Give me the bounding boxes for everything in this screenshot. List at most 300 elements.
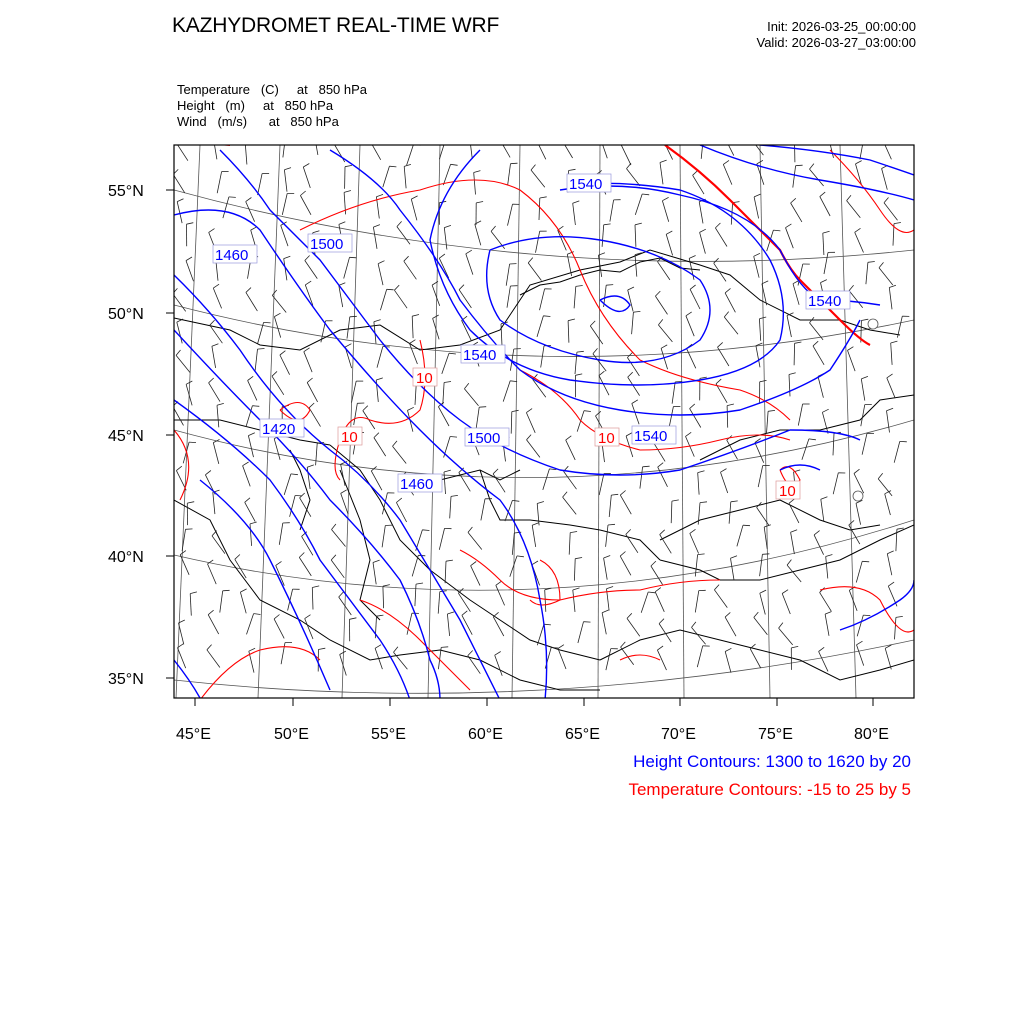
wind-barb <box>895 617 896 639</box>
wind-barb-flag <box>300 191 305 196</box>
wind-barb <box>690 289 700 309</box>
wind-barb <box>793 284 799 305</box>
wind-barb <box>793 166 796 188</box>
wind-barb-flag <box>394 647 398 652</box>
wind-barb-flag <box>700 377 707 378</box>
height-label-1540: 1540 <box>634 428 668 445</box>
wind-barb <box>755 443 764 463</box>
wind-barb-flag <box>809 439 816 440</box>
wind-barb <box>248 381 257 401</box>
lat-label-35n: 35°N <box>108 671 144 688</box>
wind-barb-flag <box>593 348 598 353</box>
wind-barb-flag <box>493 612 498 617</box>
field-temperature: Temperature (C) at 850 hPa <box>177 82 368 97</box>
wind-barb <box>727 440 738 459</box>
wind-barb <box>470 137 473 159</box>
wind-barb <box>725 652 731 673</box>
wind-barb-flag <box>449 353 456 354</box>
wind-barb <box>791 203 802 222</box>
wind-barb-flag <box>632 400 638 404</box>
wind-barb <box>891 343 892 365</box>
wind-barb <box>531 170 545 187</box>
wind-barb <box>475 224 481 245</box>
wind-barb-flag <box>284 256 291 258</box>
init-time: Init: 2026-03-25_00:00:00 <box>767 19 916 34</box>
wind-barb-flag <box>540 197 547 198</box>
wind-barb <box>540 289 545 310</box>
wind-barb <box>810 169 824 186</box>
wind-barb-flag <box>642 194 649 195</box>
wind-barb <box>794 343 795 365</box>
wind-barb <box>756 346 760 368</box>
wind-barb-flag <box>474 171 481 173</box>
wind-barb <box>282 194 287 215</box>
wind-barb-flag <box>651 561 656 566</box>
height-label-1540: 1540 <box>808 293 842 310</box>
wind-barb-flag <box>813 341 818 346</box>
wind-barb <box>810 323 824 340</box>
wind-barb <box>849 525 860 544</box>
wind-barb-flag <box>422 530 429 531</box>
wind-barb-flag <box>825 612 832 615</box>
wind-barb-flag <box>768 410 775 411</box>
wind-barb-flag <box>627 163 632 168</box>
wind-barb-flag <box>493 469 498 474</box>
wind-barb <box>602 225 604 247</box>
wind-barb-flag <box>690 285 696 289</box>
wind-barb-flag <box>810 164 814 170</box>
wind-barb-flag <box>377 615 384 616</box>
temp-label-10: 10 <box>416 370 433 387</box>
wind-barb <box>758 466 763 488</box>
wind-barb-flag <box>626 529 631 534</box>
wind-barb-flag <box>451 495 458 496</box>
wind-barb <box>527 440 540 458</box>
wind-barb-flag <box>532 523 539 526</box>
wind-barb <box>635 255 637 277</box>
wind-barb-flag <box>561 134 566 139</box>
wind-barb <box>207 650 220 668</box>
wind-barb <box>718 347 729 366</box>
wind-barb-flag <box>854 469 860 473</box>
wind-barb <box>212 536 225 554</box>
wind-barb <box>274 619 284 639</box>
wind-barb <box>754 256 759 277</box>
wind-barb-flag <box>345 344 351 347</box>
wind-barb <box>760 554 763 576</box>
wind-barb <box>411 199 417 220</box>
wind-barb <box>493 617 504 636</box>
wind-barb <box>574 286 576 308</box>
wind-barb-flag <box>608 524 615 525</box>
wind-barb-flag <box>700 502 707 503</box>
wind-barb-flag <box>187 502 194 503</box>
wind-barb-flag <box>897 528 904 529</box>
wind-barb <box>750 649 761 668</box>
wind-barb <box>599 376 609 396</box>
wind-barb <box>887 378 895 398</box>
wind-barb <box>274 439 280 460</box>
wind-barb <box>299 557 311 576</box>
wind-barb <box>245 143 247 165</box>
wind-barb-flag <box>693 171 698 176</box>
wind-barb-flag <box>393 441 398 446</box>
wind-barb-flag <box>299 553 304 558</box>
wind-barb <box>536 140 546 160</box>
wind-barb <box>474 173 476 195</box>
temp-label-10: 10 <box>779 483 796 500</box>
wind-barb <box>627 618 640 636</box>
wind-barb-flag <box>249 648 255 651</box>
height-label-1540: 1540 <box>463 347 497 364</box>
wind-barb-flag <box>291 474 298 475</box>
wind-barb <box>887 411 890 433</box>
wind-barb-flag <box>190 592 197 594</box>
wind-barb <box>499 138 510 157</box>
wind-barb <box>847 201 861 218</box>
wind-barb <box>495 655 503 676</box>
wind-barb <box>528 263 541 281</box>
wind-barb-flag <box>714 258 719 263</box>
wind-barb-flag <box>658 319 662 325</box>
wind-barb <box>860 138 864 160</box>
wind-barb-flag <box>894 223 901 224</box>
wind-barb-flag <box>855 228 861 232</box>
wind-barb <box>894 441 900 462</box>
wind-barb <box>885 494 891 515</box>
wind-barb <box>303 167 310 188</box>
wind-barb <box>731 558 735 580</box>
wind-barb-flag <box>189 442 196 443</box>
wind-barb-flag <box>887 408 894 410</box>
wind-barb <box>332 530 346 547</box>
wind-barb-flag <box>715 223 720 228</box>
wind-barb <box>862 433 867 454</box>
wind-barb-flag <box>686 312 692 316</box>
wind-barb-flag <box>180 551 186 555</box>
wind-barb <box>610 200 614 222</box>
wind-barb-flag <box>229 197 236 198</box>
lat-label-55n: 55°N <box>108 183 144 200</box>
wind-barb <box>250 524 252 546</box>
wind-barb <box>606 649 611 671</box>
wind-barb-flag <box>620 491 625 496</box>
wind-barb <box>213 288 221 308</box>
wind-barb-flag <box>404 164 411 166</box>
wind-barb <box>373 227 377 249</box>
wind-barb <box>209 383 220 402</box>
wind-barb <box>312 588 313 610</box>
temp-label-10: 10 <box>341 429 358 446</box>
wind-barb <box>849 291 863 308</box>
wind-barb-flag <box>305 256 310 261</box>
wind-barb <box>508 204 513 225</box>
wind-barb-flag <box>847 195 851 200</box>
wind-barb <box>537 504 539 526</box>
wind-barb-flag <box>584 411 591 412</box>
wind-barb <box>754 617 768 634</box>
wind-barb-flag <box>731 501 738 502</box>
wind-barb <box>272 376 284 395</box>
wind-barb-flag <box>814 531 820 535</box>
wind-barb <box>255 349 257 371</box>
wind-barb <box>721 472 728 493</box>
wind-barb-flag <box>686 432 692 436</box>
wind-barb-flag <box>258 349 265 350</box>
wind-barb-flag <box>209 229 215 233</box>
wind-barb <box>503 381 510 402</box>
wind-barb <box>213 138 217 160</box>
wind-barb <box>737 525 743 546</box>
wind-barb <box>821 499 824 521</box>
wind-barb-flag <box>447 612 454 614</box>
wind-barb <box>173 294 186 312</box>
wind-barb-flag <box>416 583 423 584</box>
wind-barb-flag <box>470 135 477 137</box>
wind-barb <box>889 288 892 310</box>
height-label-1540: 1540 <box>569 176 603 193</box>
wind-barb <box>599 474 604 496</box>
wind-barb-flag <box>468 651 473 656</box>
lon-label-60e: 60°E <box>468 726 503 743</box>
wind-barb-flag <box>604 556 611 559</box>
wind-barb-flag <box>887 551 893 554</box>
wind-barb-flag <box>896 616 903 617</box>
wind-barb <box>786 228 794 249</box>
wind-barb <box>573 203 576 225</box>
wind-barb <box>699 202 703 224</box>
wind-barb <box>284 170 287 192</box>
wind-barb <box>300 196 311 215</box>
wind-barb-flag <box>718 342 723 347</box>
wind-barb <box>822 412 828 433</box>
wind-barb-flag <box>217 403 224 405</box>
wind-barb <box>727 406 728 428</box>
wind-barb <box>882 139 891 159</box>
wind-barb <box>314 133 318 155</box>
lat-label-45n: 45°N <box>108 428 144 445</box>
wind-barb-flag <box>312 586 319 588</box>
wind-barb-flag <box>264 322 271 323</box>
wind-barb-flag <box>537 502 544 504</box>
wind-barb-flag <box>590 321 595 326</box>
wind-barb-flag <box>819 647 825 651</box>
wind-barb <box>698 503 700 525</box>
wind-barb <box>380 289 386 310</box>
wind-barb-flag <box>243 462 249 466</box>
wind-barb-flag <box>698 471 705 473</box>
wind-barb <box>212 346 216 368</box>
wind-barb-flag <box>450 437 457 438</box>
wind-barb-flag <box>254 614 261 615</box>
height-label-1500: 1500 <box>310 236 344 253</box>
wind-barb <box>640 467 643 489</box>
wind-barb-flag <box>408 407 414 410</box>
wind-barb-flag <box>213 135 220 138</box>
wind-barb-flag <box>397 221 402 226</box>
wind-barb <box>248 436 253 458</box>
wind-barb-flag <box>762 554 769 555</box>
wind-barb <box>382 526 385 548</box>
wind-barb <box>543 469 550 490</box>
wind-barb-flag <box>658 463 664 467</box>
wind-barb-flag <box>479 407 486 408</box>
wind-barb-flag <box>339 222 345 225</box>
wind-barb <box>724 317 738 334</box>
wind-barb <box>779 628 793 645</box>
wind-barb <box>407 144 414 165</box>
wind-barb <box>566 440 576 460</box>
wind-barb-flag <box>412 315 419 317</box>
wind-barb <box>620 495 631 514</box>
wind-barb-flag <box>882 135 888 139</box>
wind-barb-flag <box>186 381 192 384</box>
wind-barb <box>690 409 701 428</box>
wind-barb-flag <box>544 624 551 625</box>
wind-barb-flag <box>575 558 582 559</box>
wind-barb <box>760 593 766 614</box>
wind-barb <box>284 474 291 495</box>
wind-barb-flag <box>208 610 213 615</box>
wind-barb <box>657 650 666 670</box>
wind-barb <box>281 643 285 665</box>
wind-barb <box>620 556 631 575</box>
wind-barb <box>412 555 418 576</box>
wind-barb-flag <box>635 223 642 225</box>
wind-barb <box>879 268 893 285</box>
wind-barb <box>854 474 864 494</box>
lon-label-65e: 65°E <box>565 726 600 743</box>
wind-barb-flag <box>332 524 336 530</box>
wind-barb <box>290 496 296 517</box>
wind-barb <box>217 172 221 194</box>
wind-barb-flag <box>621 642 626 647</box>
wind-barb <box>690 533 699 553</box>
wind-barb-flag <box>404 256 409 261</box>
wind-barb-flag <box>209 378 214 383</box>
wind-barb-flag <box>446 138 453 139</box>
wind-barb-flag <box>464 383 468 389</box>
wind-barb <box>882 169 888 190</box>
wind-barb <box>861 379 865 401</box>
wind-barb-flag <box>350 618 357 620</box>
wind-barb-flag <box>569 169 576 170</box>
lat-label-40n: 40°N <box>108 549 144 566</box>
wind-barb-flag <box>731 556 738 559</box>
wind-barb-flag <box>662 197 668 200</box>
wind-barb <box>394 290 407 308</box>
wind-barb <box>833 473 838 494</box>
wind-barb <box>537 316 543 337</box>
wind-barb <box>820 197 830 216</box>
wind-barb-flag <box>861 376 868 379</box>
wind-barb <box>855 232 864 252</box>
wind-barb <box>823 233 824 255</box>
wind-barb-flag <box>240 589 246 592</box>
wind-barb-flag <box>248 376 254 380</box>
wind-barb-flag <box>309 403 314 408</box>
wind-barb-flag <box>888 582 894 586</box>
wind-barb-flag <box>599 371 604 375</box>
wind-barb-flag <box>363 406 368 411</box>
wind-barb-flag <box>743 525 750 526</box>
wind-barb-flag <box>512 410 519 411</box>
wind-barb <box>672 382 675 404</box>
wind-barb <box>655 592 664 612</box>
wind-barb <box>444 228 447 250</box>
wind-barb-flag <box>433 315 439 318</box>
wind-barb <box>602 613 606 635</box>
wind-barb <box>404 261 417 279</box>
wind-barb-flag <box>600 134 606 138</box>
wind-barb-flag <box>703 136 710 137</box>
lon-label-45e: 45°E <box>176 726 211 743</box>
wind-barb-flag <box>235 555 240 560</box>
wind-barb <box>511 412 512 434</box>
wind-barb <box>396 503 406 523</box>
wind-barb <box>190 594 191 616</box>
station-marker <box>868 319 878 329</box>
wind-barb <box>476 407 479 429</box>
wind-barb <box>887 554 892 576</box>
wind-barb-flag <box>795 342 802 343</box>
wind-barb-flag <box>889 285 896 287</box>
wind-barb-flag <box>186 257 192 261</box>
wind-barb <box>347 317 350 339</box>
wind-barb <box>787 316 791 338</box>
wind-barb-flag <box>607 587 614 589</box>
wind-barb-flag <box>345 165 352 166</box>
wind-barb-flag <box>789 373 796 375</box>
wind-barb-flag <box>495 652 501 656</box>
wind-barb-flag <box>396 498 401 502</box>
wind-barb <box>715 228 727 247</box>
wind-barb-flag <box>350 316 357 317</box>
wind-barb-flag <box>446 560 453 561</box>
wind-barb <box>621 145 631 165</box>
height-contour-legend: Height Contours: 1300 to 1620 by 20 <box>633 752 911 771</box>
wind-barb <box>789 375 790 397</box>
wind-barb-flag <box>820 192 825 197</box>
wind-barb <box>258 322 264 343</box>
wind-barb-flag <box>879 262 884 267</box>
wind-barb <box>383 166 390 187</box>
wind-barb-flag <box>648 592 655 593</box>
wind-barb-flag <box>210 320 215 325</box>
height-label-1460: 1460 <box>215 247 249 264</box>
field-height: Height (m) at 850 hPa <box>177 98 334 113</box>
wind-barb <box>459 290 471 308</box>
wind-barb <box>782 594 790 615</box>
wind-barb <box>655 296 667 314</box>
wind-barb-flag <box>655 588 661 592</box>
wind-barb <box>508 164 511 186</box>
wind-barb-flag <box>466 250 472 254</box>
lon-label-55e: 55°E <box>371 726 406 743</box>
wind-barb-flag <box>250 522 257 524</box>
wind-barb-flag <box>849 520 854 525</box>
wind-barb-flag <box>558 645 564 649</box>
wind-barb-flag <box>341 490 347 494</box>
temp-label-10: 10 <box>598 430 615 447</box>
wind-barb-flag <box>496 581 502 585</box>
wind-barb <box>574 559 575 581</box>
wind-barb <box>354 403 358 425</box>
wind-barb <box>220 591 223 613</box>
wind-barb-flag <box>823 231 830 233</box>
wind-barb-flag <box>375 645 381 649</box>
wind-barb <box>397 227 410 245</box>
